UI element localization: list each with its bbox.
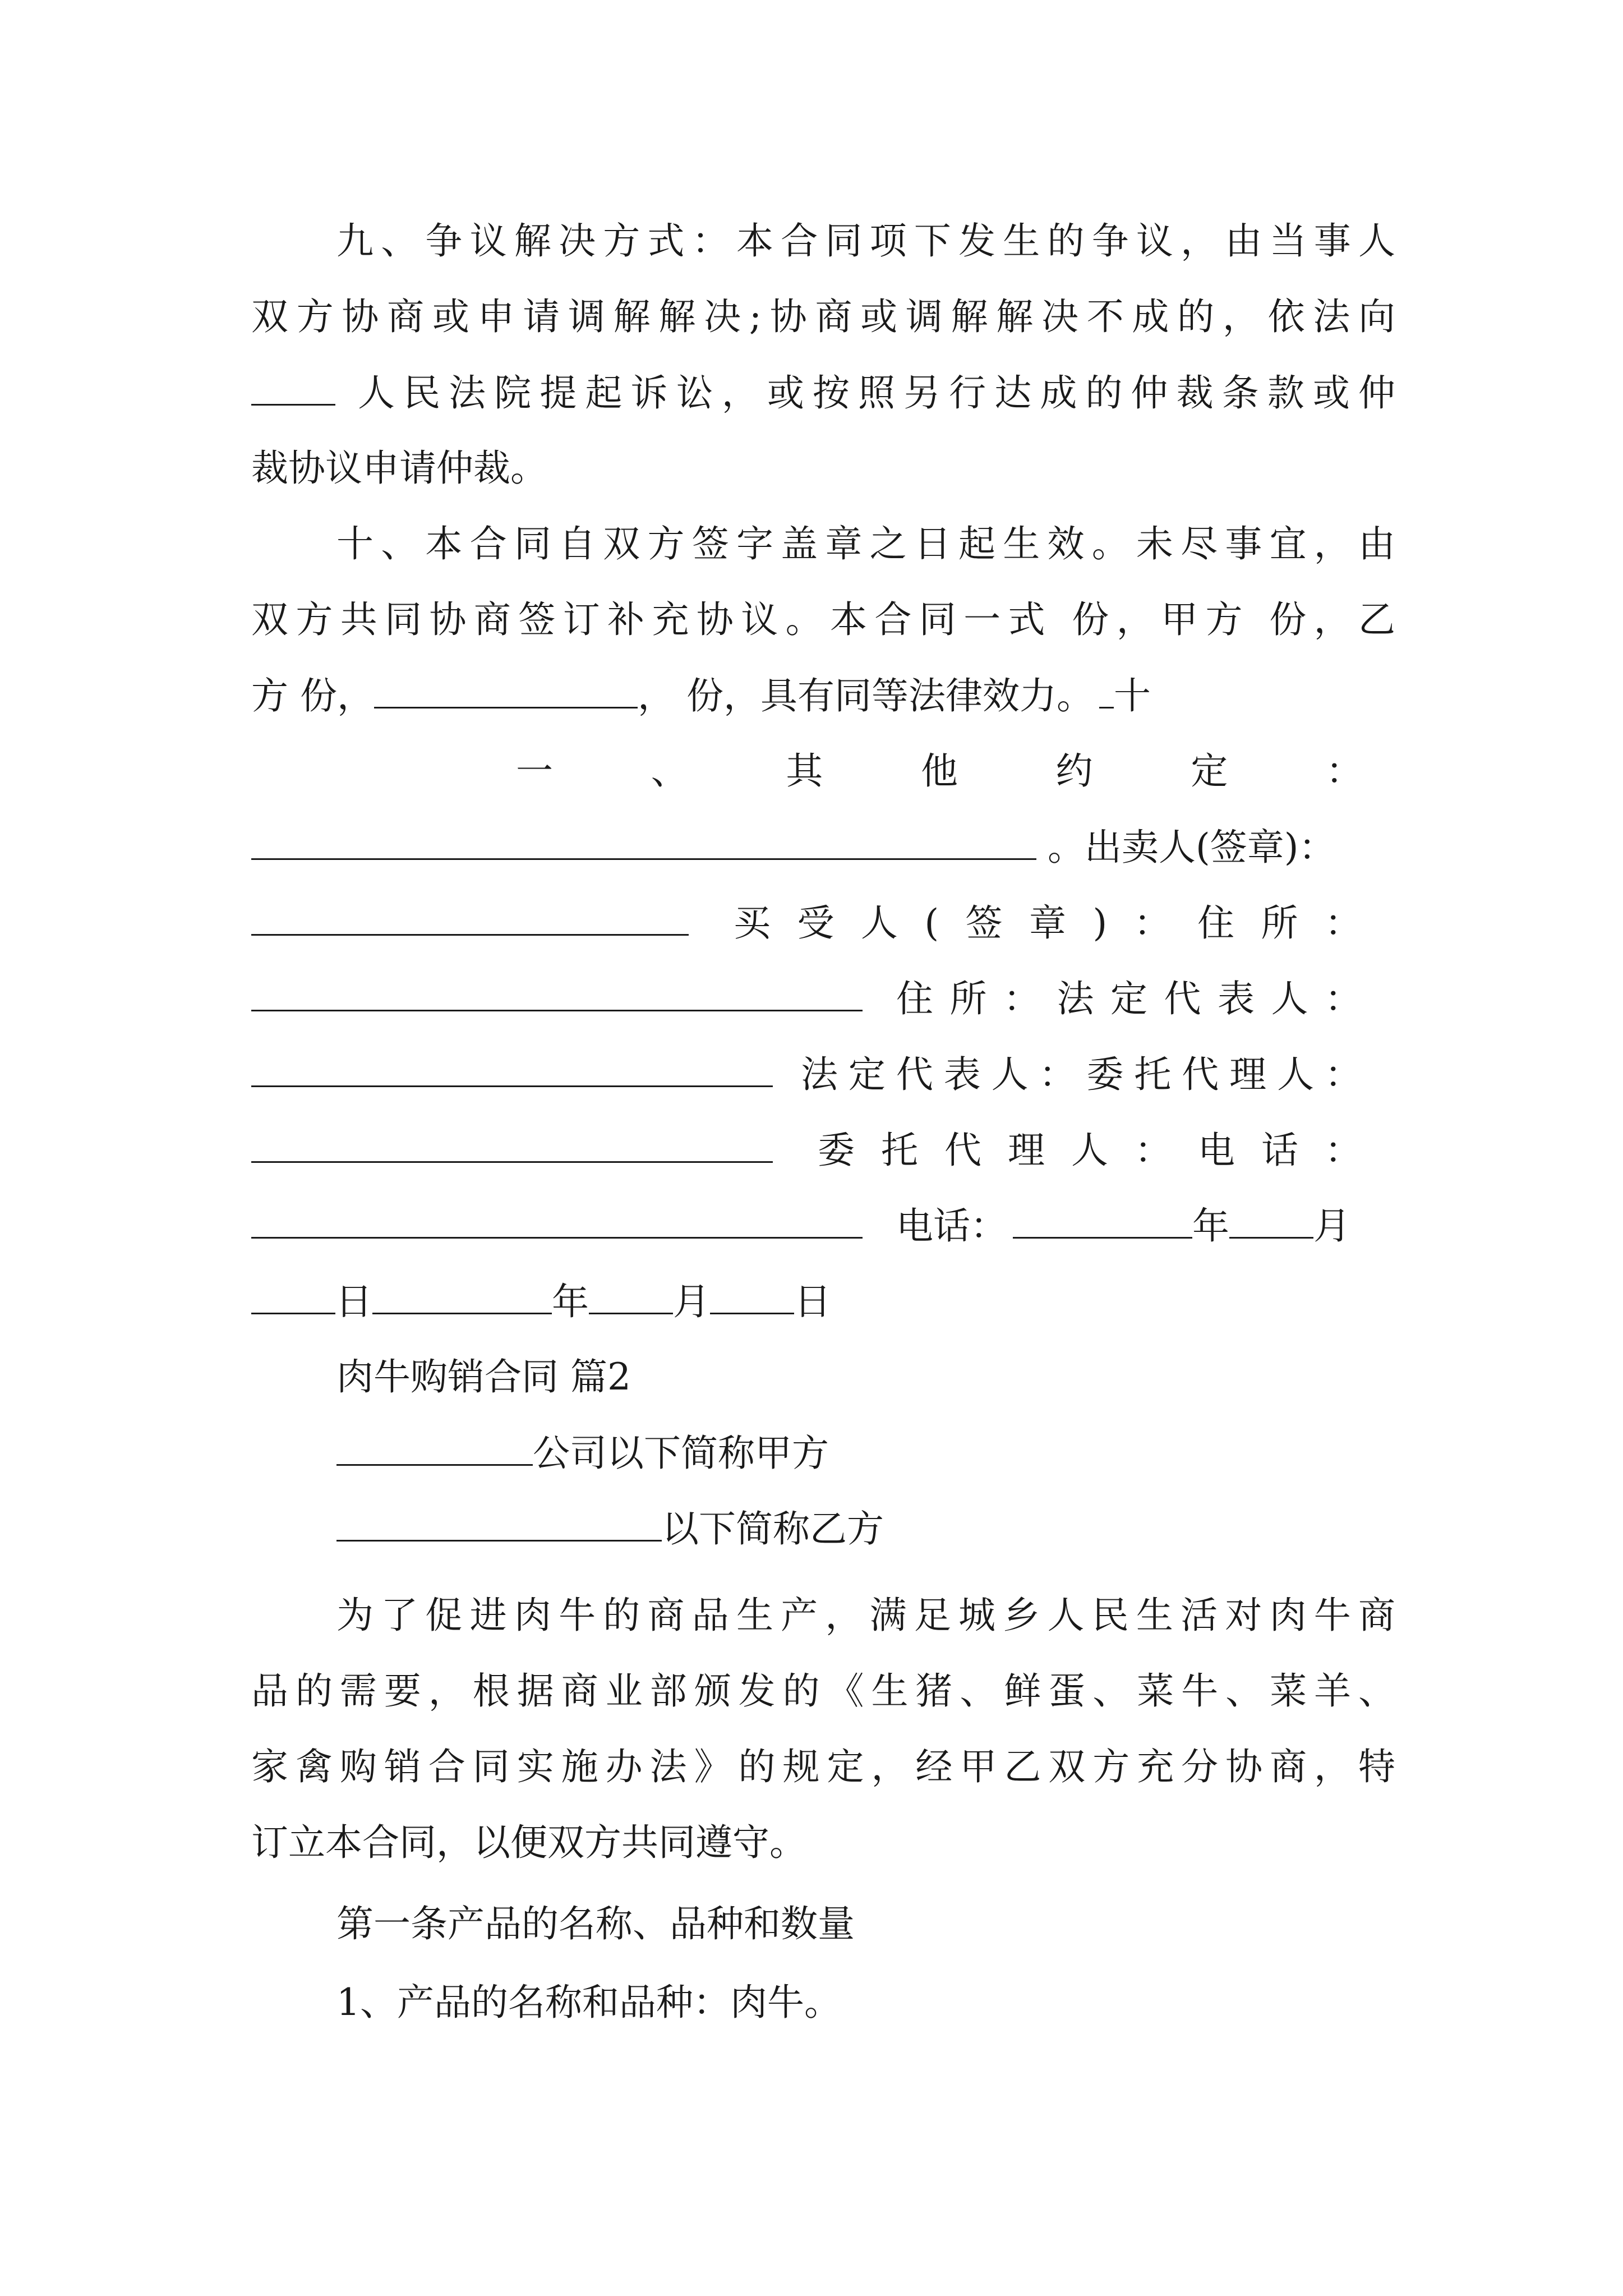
article-9-line-1: 九、争议解决方式：本合同项下发生的争议，由当事人 [336, 219, 1395, 263]
phone-blank [251, 1198, 863, 1239]
article-9-line-4: 裁协议申请仲裁。 [251, 447, 547, 490]
party-b-label: 以下简称乙方 [662, 1507, 884, 1550]
intro-line-3: 家禽购销合同实施办法》的规定，经甲乙双方充分协商，特 [251, 1745, 1395, 1788]
year-label-2: 年 [552, 1280, 589, 1323]
intro-line-2: 品的需要，根据商业部颁发的《生猪、鲜蛋、菜牛、菜羊、 [251, 1669, 1395, 1713]
phone-label: 电话： [896, 1204, 1007, 1248]
article-10-line-3 [251, 668, 1395, 724]
other-terms-blank [251, 819, 1036, 860]
article-10-line-1: 十、本合同自双方签字盖章之日起生效。未尽事宜，由 [336, 522, 1395, 565]
year-blank-1 [1013, 1198, 1192, 1239]
year-label-1: 年 [1192, 1204, 1229, 1248]
article-11-heading: 一 、 其 他 约 定 ： [516, 749, 1363, 793]
article-1-heading: 第一条产品的名称、品种和数量 [336, 1902, 855, 1945]
signature-line-address [251, 970, 1395, 1027]
month-blank-1 [1229, 1198, 1313, 1239]
intro-line-1: 为了促进肉牛的商品生产，满足城乡人民生活对肉牛商 [336, 1594, 1395, 1637]
seller-sign-blank [251, 895, 689, 936]
rep-blank [251, 1046, 773, 1087]
rep-agent-label: 法定代表人：委托代理人： [801, 1053, 1362, 1096]
article-10-line-2: 双方共同协商签订补充协议。本合同一式 份，甲方 份，乙 [251, 598, 1395, 641]
year-blank-2 [372, 1273, 552, 1314]
address-rep-label: 住所：法定代表人： [896, 977, 1362, 1020]
day-blank-1 [251, 1273, 335, 1314]
article-10-line-3-a: 方 份， [251, 674, 374, 717]
signature-line-rep [251, 1046, 1395, 1102]
article-10-line-3-c: 十 [1113, 674, 1151, 717]
contract-title: 肉牛购销合同 篇2 [336, 1355, 631, 1398]
party-b-line [336, 1501, 1481, 1557]
article-9-line-3-text: 人民法院提起诉讼，或按照另行达成的仲裁条款或仲 [358, 371, 1395, 415]
address-blank [251, 970, 863, 1011]
party-b-blank [336, 1501, 662, 1542]
agent-phone-label: 委托代理人：电话： [818, 1129, 1362, 1172]
signature-line-agent [251, 1122, 1395, 1178]
article-9-line-3 [251, 365, 1395, 421]
buyer-sign-label: 买受人(签章)：住所： [734, 901, 1362, 945]
day-label-1: 日 [335, 1280, 372, 1323]
small-blank [1099, 668, 1114, 708]
court-blank [251, 365, 335, 406]
article-11-line-2 [251, 819, 1395, 875]
agent-blank [251, 1122, 773, 1163]
copies-blank [374, 668, 638, 708]
month-label-1: 月 [1313, 1204, 1350, 1248]
article-10-line-3-b: ， 份，具有同等法律效力。 [637, 674, 1094, 717]
seller-sign-label: 。出卖人(签章)： [1048, 826, 1336, 869]
article-9-line-2: 双方协商或申请调解解决;协商或调解解决不成的，依法向 [251, 295, 1395, 338]
party-a-line [336, 1425, 1481, 1481]
party-a-label: 公司以下简称甲方 [533, 1432, 829, 1475]
article-1-item-1: 1、产品的名称和品种：肉牛。 [336, 1981, 841, 2024]
party-a-blank [336, 1425, 533, 1466]
signature-line-buyer [251, 895, 1395, 951]
intro-line-4: 订立本合同，以便双方共同遵守。 [251, 1821, 806, 1864]
date-line [251, 1273, 1395, 1329]
day-label-2: 日 [794, 1280, 831, 1323]
month-label-2: 月 [673, 1280, 710, 1323]
day-blank-2 [710, 1273, 794, 1314]
month-blank-2 [589, 1273, 673, 1314]
signature-line-phone [251, 1198, 1395, 1254]
